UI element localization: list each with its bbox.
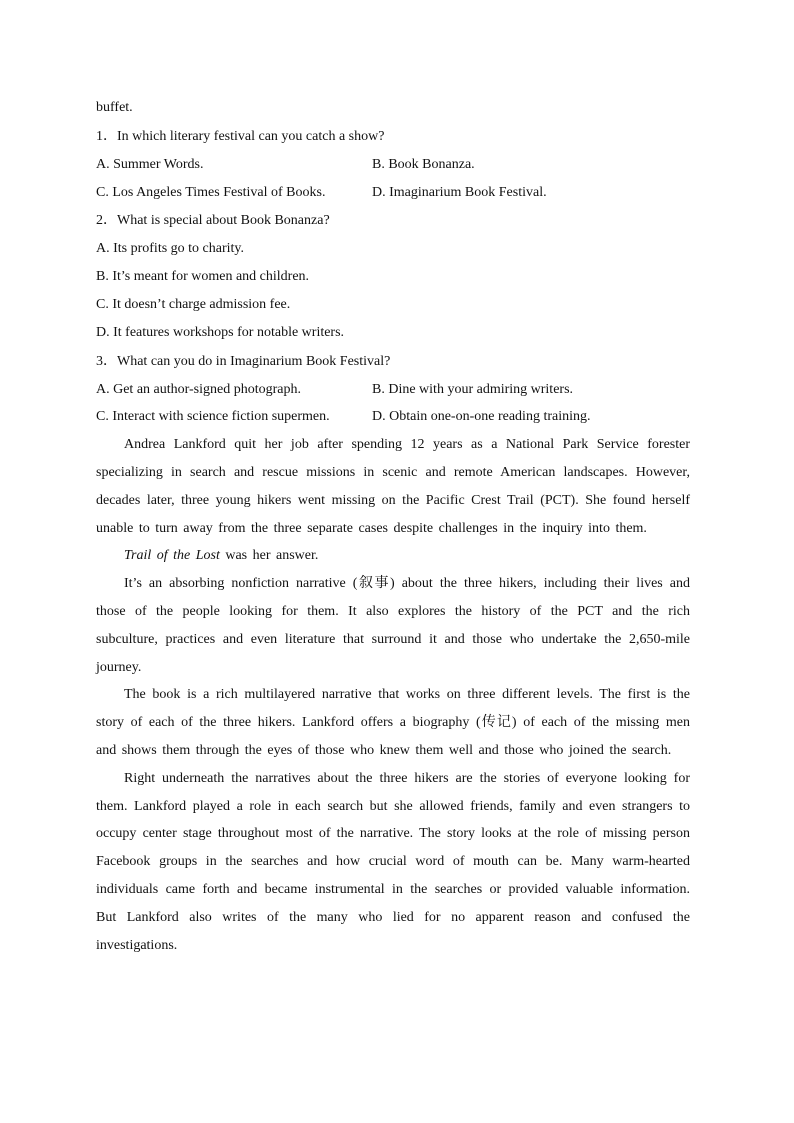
- question-2-option-d: D. It features workshops for notable writers.: [96, 324, 345, 340]
- question-1-options-row-1: [96, 151, 690, 179]
- passage-paragraph-5: Right underneath the narratives about the three hikers are the stories of everyone looking for them. Lankford played a role in each search but she allowed friends, family and even strangers to occupy center stage throughout most of the narrative. The story looks at the role of missing person Facebook groups in the searches and how crucial word of mouth can be. Many warm-hearted individuals came forth and became instrumental in the searches or provided valuable information. But Lankford also writes of the many who lied for no apparent reason and confused the investigations.: [96, 770, 690, 953]
- question-1-option-d: D. Imaginarium Book Festival.: [372, 184, 547, 200]
- question-3-options-row-2: [96, 403, 690, 431]
- passage-paragraph-3: It’s an absorbing nonfiction narrative (叙事) about the three hikers, including their lives and those of the people looking for them. It also explores the history of the PCT and the rich subculture, practices and even literature that surround it and those who undertake the 2,650-mile journey.: [96, 576, 690, 675]
- passage-paragraph-2-text: was her answer.: [219, 548, 319, 564]
- passage-paragraph-1: Andrea Lankford quit her job after spending 12 years as a National Park Service forester specializing in search and rescue missions in scenic and remote American landscapes. However, decades later, three young hikers went missing on the Pacific Crest Trail (PCT). She found herself unable to turn away from the three separate cases despite challenges in the inquiry into them.: [96, 437, 690, 536]
- question-3-option-d: D. Obtain one-on-one reading training.: [372, 409, 591, 425]
- question-1-option-c: C. Los Angeles Times Festival of Books.: [96, 184, 326, 200]
- question-2-option-c: C. It doesn’t charge admission fee.: [96, 296, 291, 312]
- question-3-stem: 3．What can you do in Imaginarium Book Festival?: [96, 353, 391, 369]
- question-2-option-a: A. Its profits go to charity.: [96, 241, 245, 257]
- passage-paragraph-4: The book is a rich multilayered narrative that works on three different levels. The first is the story of each of the three hikers. Lankford offers a biography (传记) of each of the missing men and shows them through the eyes of those who knew them well and those who joined the search.: [96, 687, 690, 758]
- question-3-options-row-1: [96, 376, 690, 404]
- question-3-option-c: C. Interact with science fiction supermen.: [96, 409, 330, 425]
- question-1-option-a: A. Summer Words.: [96, 156, 204, 172]
- document-body: [96, 94, 690, 959]
- lead-text: buffet.: [96, 100, 133, 115]
- question-1-option-b: B. Book Bonanza.: [372, 156, 475, 172]
- question-1-options-row-2: [96, 179, 690, 207]
- question-2-option-b: B. It’s meant for women and children.: [96, 269, 310, 285]
- question-3-option-a: A. Get an author-signed photograph.: [96, 381, 302, 397]
- book-title: Trail of the Lost: [124, 548, 220, 564]
- question-2-stem: 2．What is special about Book Bonanza?: [96, 213, 330, 229]
- question-1-stem: 1．In which literary festival can you catch a show?: [96, 128, 385, 144]
- question-3-option-b: B. Dine with your admiring writers.: [372, 381, 574, 397]
- passage-paragraph-2: [96, 542, 690, 570]
